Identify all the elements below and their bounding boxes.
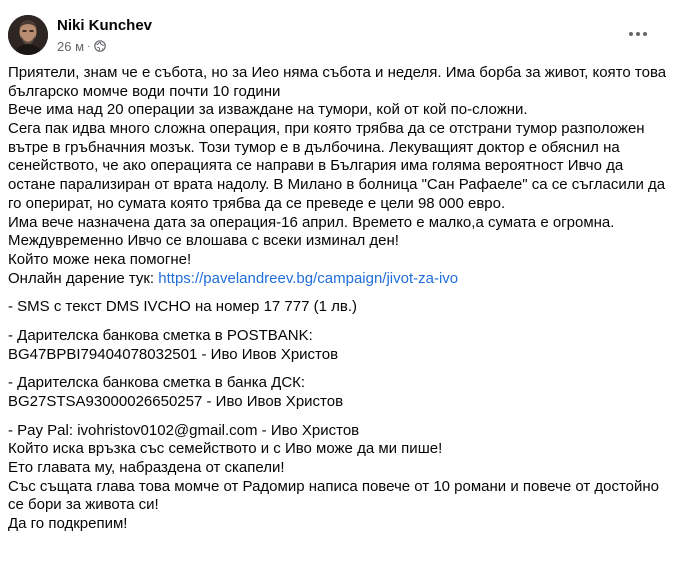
more-horizontal-icon bbox=[628, 31, 648, 37]
more-options-button[interactable] bbox=[620, 22, 656, 46]
donation-link[interactable]: https://pavelandreev.bg/campaign/jivot-za-ivo bbox=[158, 269, 459, 287]
text-line: Междувременно Ивчо се влошава с всеки изминал ден! bbox=[8, 232, 399, 250]
text-line: Който може нека помогне! bbox=[8, 250, 192, 268]
post-text bbox=[8, 64, 667, 534]
text-line: Вече има над 20 операции за изваждане на тумори, кой от кой по-сложни. bbox=[8, 101, 528, 119]
text-line: BG47BPBI79404078032501 - Иво Ивов Христов bbox=[8, 345, 339, 363]
paragraph-gap bbox=[8, 288, 663, 298]
text-line: остане парализиран от врата надолу. В Милано в болница "Сан Рафаеле" са се съгласили да bbox=[8, 176, 666, 194]
text-line: Има вече назначена дата за операция-16 април. Времето е малко,а сумата е огромна. bbox=[8, 213, 615, 231]
text-line: българско момче води почти 10 години bbox=[8, 82, 281, 100]
text-line: сенейството, че ако операцията се направи в България има голяма вероятност Ивчо да bbox=[8, 157, 624, 175]
paragraph-gap bbox=[8, 364, 663, 374]
avatar[interactable] bbox=[8, 15, 48, 55]
paragraph-gap bbox=[8, 412, 663, 422]
globe-icon[interactable] bbox=[94, 40, 106, 52]
post-meta bbox=[57, 38, 106, 54]
donation-label: Онлайн дарение тук: bbox=[8, 269, 159, 287]
text-line: - Pay Pal: ivohristov0102@gmail.com - Иво Христов bbox=[8, 421, 360, 439]
donation-line bbox=[8, 270, 663, 289]
text-line: BG27STSA93000026650257 - Иво Ивов Христов bbox=[8, 393, 344, 410]
paragraph-gap bbox=[8, 317, 663, 327]
text-line: Със същата глава това момче от Радомир написа повече от 10 романи и повече от достойно bbox=[8, 477, 660, 495]
avatar-image bbox=[8, 15, 48, 55]
text-line: Сега пак идва много сложна операция, при която трябва да се отстрани тумор разположен bbox=[8, 120, 645, 138]
post-time[interactable]: 26 м bbox=[57, 38, 85, 54]
author-name[interactable]: Niki Kunchev bbox=[57, 17, 153, 34]
text-line: Ето главата му, набраздена от скапели! bbox=[8, 459, 285, 477]
text-line: - Дарителска банкова сметка в банка ДСК: bbox=[8, 374, 306, 392]
text-line: го оперират, но сумата която трябва да се преведе е цели 98 000 евро. bbox=[8, 194, 506, 212]
meta-separator: · bbox=[87, 40, 91, 52]
text-line: - SMS с текст DMS IVCHO на номер 17 777 (1 лв.) bbox=[8, 298, 358, 316]
text-line: - Дарителска банкова сметка в POSTBANK: bbox=[8, 326, 313, 344]
text-line: Който иска връзка със семейството и с Иво може да ми пише! bbox=[8, 440, 443, 458]
text-line: вътре в гръбначния мозък. Този тумор е в дълбочина. Лекуващият доктор е обяснил на bbox=[8, 138, 620, 156]
text-line: Да го подкрепим! bbox=[8, 515, 128, 533]
text-line: се бори за живота си! bbox=[8, 496, 159, 514]
text-line: Приятели, знам че е събота, но за Иео няма събота и неделя. Има борба за живот, която това bbox=[8, 64, 667, 81]
post-header bbox=[0, 0, 675, 64]
